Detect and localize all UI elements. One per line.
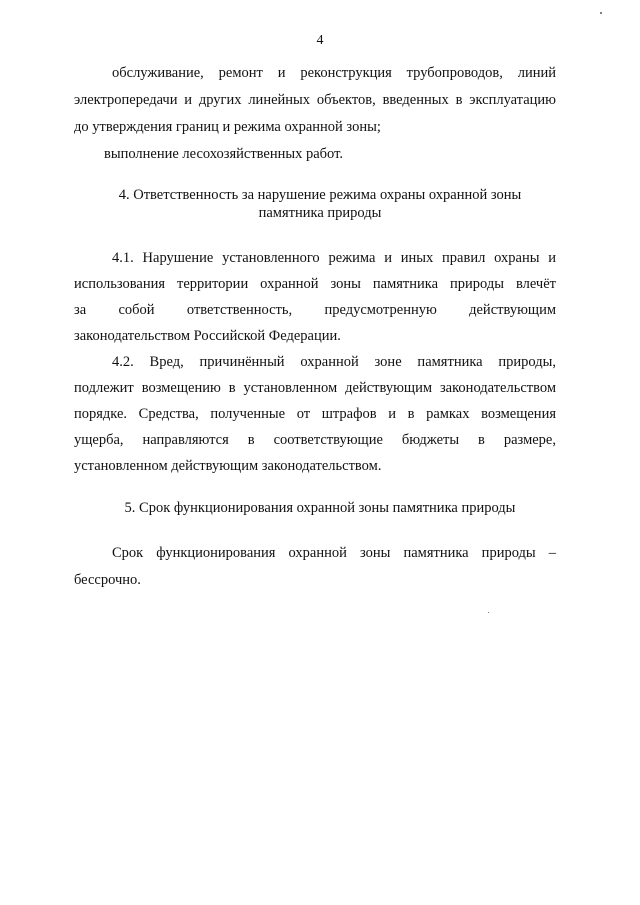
- section-4-heading: 4. Ответственность за нарушение режима охраны охранной зоны: [118, 187, 522, 203]
- text-line: использования территории охранной зоны памятника природы влечёт: [74, 276, 556, 292]
- text-line: за собой ответственность, предусмотренную действующим: [74, 302, 556, 318]
- section-5-heading: 5. Срок функционирования охранной зоны памятника природы: [124, 500, 516, 516]
- scan-speck: [488, 612, 489, 613]
- section-4-heading-continued: памятника природы: [258, 205, 382, 221]
- text-line: 4.2. Вред, причинённый охранной зоне памятника природы,: [112, 354, 556, 370]
- text-line: Срок функционирования охранной зоны памятника природы –: [112, 545, 556, 561]
- text-line: обслуживание, ремонт и реконструкция трубопроводов, линий: [112, 65, 556, 81]
- text-line: бессрочно.: [74, 572, 141, 588]
- text-line: порядке. Средства, полученные от штрафов и в рамках возмещения: [74, 406, 556, 422]
- text-line: до утверждения границ и режима охранной зоны;: [74, 119, 381, 135]
- text-line: электропередачи и других линейных объектов, введенных в эксплуатацию: [74, 92, 556, 108]
- scan-speck: [600, 12, 602, 14]
- text-line: выполнение лесохозяйственных работ.: [104, 146, 343, 162]
- text-line: ущерба, направляются в соответствующие бюджеты в размере,: [74, 432, 556, 448]
- text-line: 4.1. Нарушение установленного режима и иных правил охраны и: [112, 250, 556, 266]
- text-line: законодательством Российской Федерации.: [74, 328, 341, 344]
- text-line: установленном действующим законодательством.: [74, 458, 382, 474]
- text-line: подлежит возмещению в установленном действующим законодательством: [74, 380, 556, 396]
- page-number: 4: [316, 33, 324, 48]
